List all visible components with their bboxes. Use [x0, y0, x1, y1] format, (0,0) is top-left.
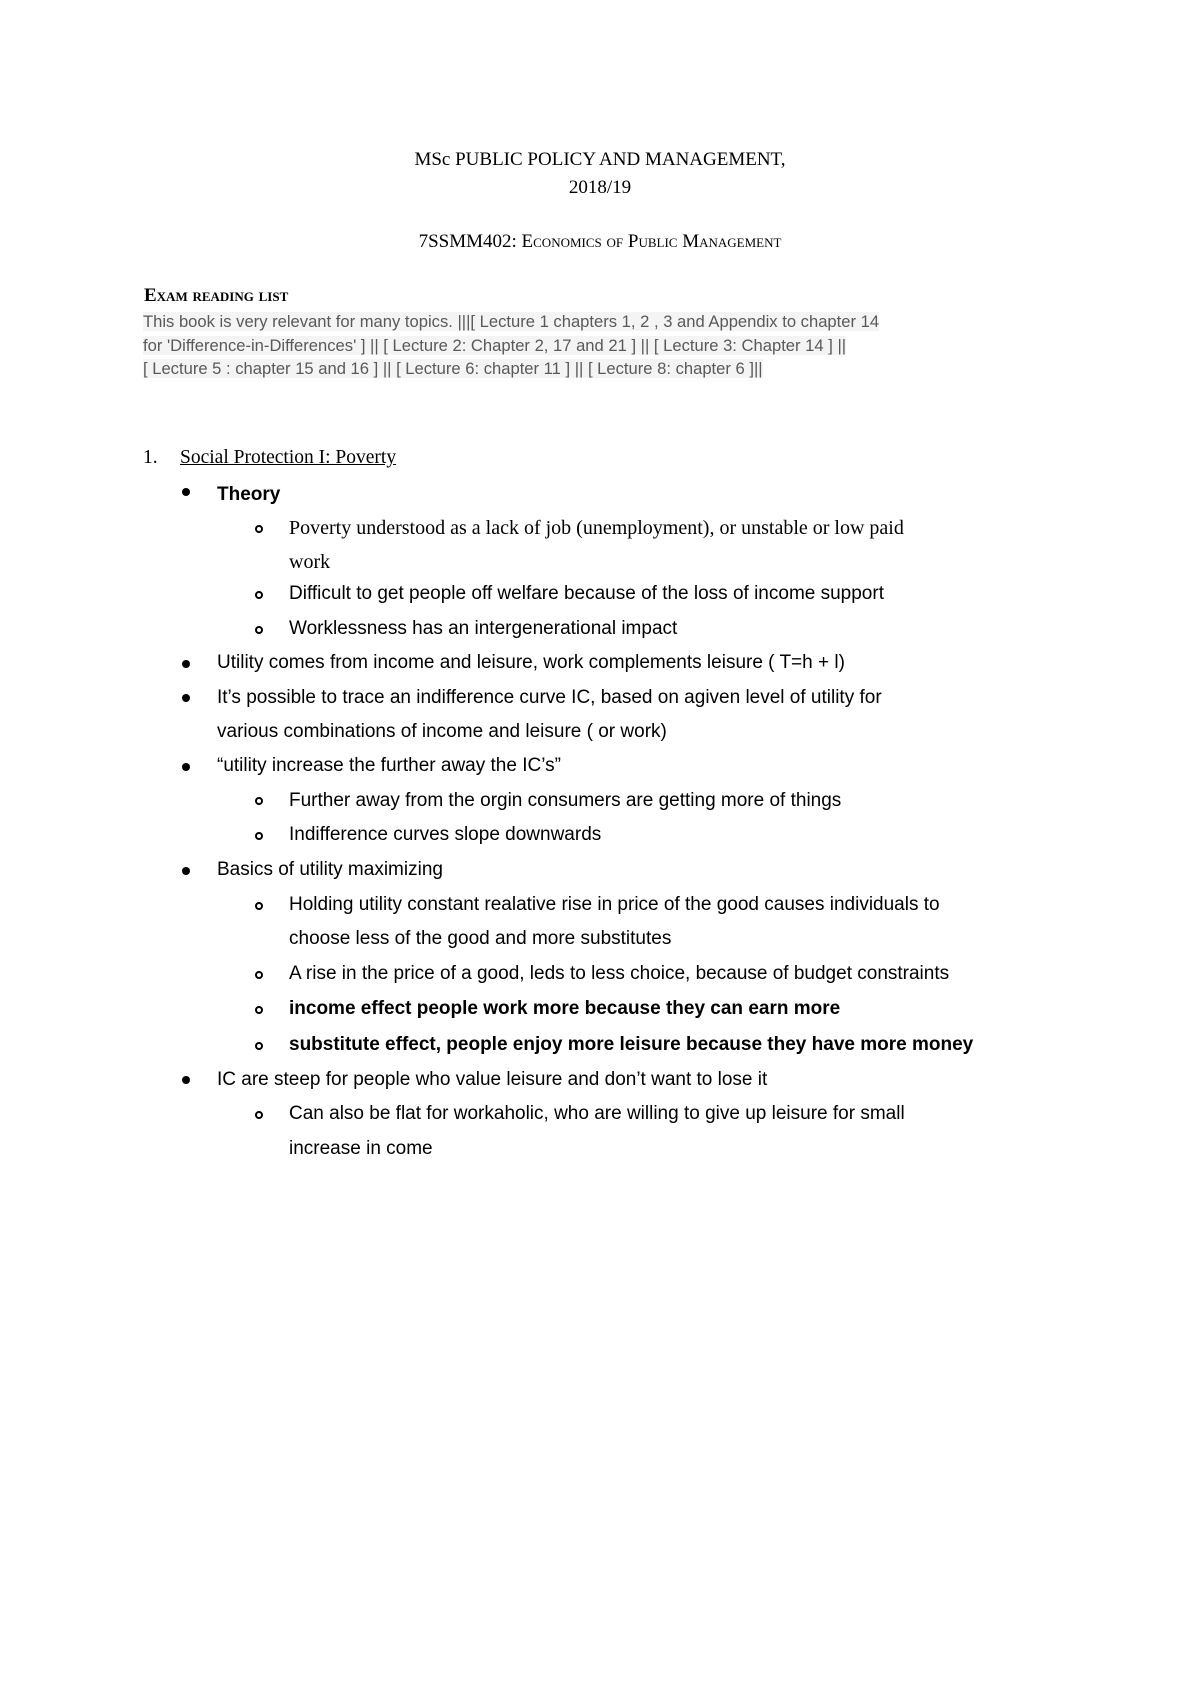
section-heading [143, 445, 396, 471]
reading-note-line3: [ Lecture 5 : chapter 15 and 16 ] || [ Lecture 6: chapter 11 ] || [ Lecture 8: chapter 6 ]|| [143, 359, 763, 378]
list-item-basics-1: Holding utility constant realative rise in price of the good causes individuals to [289, 894, 940, 915]
list-item-basics: Basics of utility maximizing [217, 859, 443, 880]
sub-bullet-icon [255, 902, 263, 910]
exam-reading-list-heading: Exam reading list [144, 285, 289, 306]
program-title [0, 146, 1200, 202]
sub-bullet-icon [255, 1042, 263, 1050]
list-item-indifference-curve-cont: various combinations of income and leisure ( or work) [217, 721, 667, 742]
list-item-theory-3: Worklessness has an intergenerational impact [289, 618, 678, 639]
list-item-utility: Utility comes from income and leisure, work complements leisure ( T=h + l) [217, 652, 845, 673]
reading-note-line2: for 'Difference-in-Differences' ] || [ Lecture 2: Chapter 2, 17 and 21 ] || [ Lecture 3: Chapter 14 ] || [143, 335, 847, 355]
list-item-ic-steep-1: Can also be flat for workaholic, who are willing to give up leisure for small [289, 1103, 905, 1124]
sub-bullet-icon [255, 525, 263, 533]
list-item-indifference-curve: It’s possible to trace an indifference curve IC, based on agiven level of utility for [217, 687, 882, 708]
bullet-icon [182, 488, 190, 496]
sub-bullet-icon [255, 832, 263, 840]
bullet-icon [182, 660, 190, 668]
course-name: Economics of Public Management [521, 231, 782, 252]
sub-bullet-icon [255, 1006, 263, 1014]
list-item-theory-1: Poverty understood as a lack of job (unemployment), or unstable or low paid [289, 517, 904, 539]
bullet-icon [182, 1076, 190, 1084]
list-item-ic-steep: IC are steep for people who value leisure and don’t want to lose it [217, 1069, 768, 1090]
section-number: 1. [143, 447, 158, 468]
list-item-utility-increase-2: Indifference curves slope downwards [289, 824, 602, 845]
list-item-ic-steep-1-cont: increase in come [289, 1138, 433, 1159]
list-item-theory-2: Difficult to get people off welfare because of the loss of income support [289, 583, 884, 604]
list-item-basics-4: substitute effect, people enjoy more leisure because they have more money [289, 1034, 974, 1055]
program-year: 2018/19 [568, 177, 632, 198]
list-item-basics-1-cont: choose less of the good and more substitutes [289, 928, 672, 949]
course-code: 7SSMM402: [418, 231, 517, 252]
bullet-icon [182, 763, 190, 771]
sub-bullet-icon [255, 626, 263, 634]
program-name: MSc PUBLIC POLICY AND MANAGEMENT, [414, 149, 786, 170]
sub-bullet-icon [255, 1111, 263, 1119]
sub-bullet-icon [255, 971, 263, 979]
reading-note-line1: This book is very relevant for many topics. |||[ Lecture 1 chapters 1, 2 , 3 and Appendix to chapter 14 [143, 312, 880, 331]
section-title: Social Protection I: Poverty [180, 447, 397, 468]
bullet-icon [182, 867, 190, 875]
list-item-utility-increase-1: Further away from the orgin consumers are getting more of things [289, 790, 842, 811]
list-item-basics-2: A rise in the price of a good, leds to less choice, because of budget constraints [289, 963, 950, 984]
sub-bullet-icon [255, 591, 263, 599]
list-item-theory: Theory [217, 484, 281, 505]
list-item-utility-increase: “utility increase the further away the IC’s” [217, 755, 561, 776]
bullet-icon [182, 694, 190, 702]
list-item-basics-3: income effect people work more because they can earn more [289, 998, 841, 1019]
sub-bullet-icon [255, 797, 263, 805]
reading-note [143, 310, 1043, 381]
program-title-line1 [0, 146, 1200, 174]
course-title [0, 230, 1200, 254]
list-item-theory-1-cont: work [289, 551, 331, 573]
